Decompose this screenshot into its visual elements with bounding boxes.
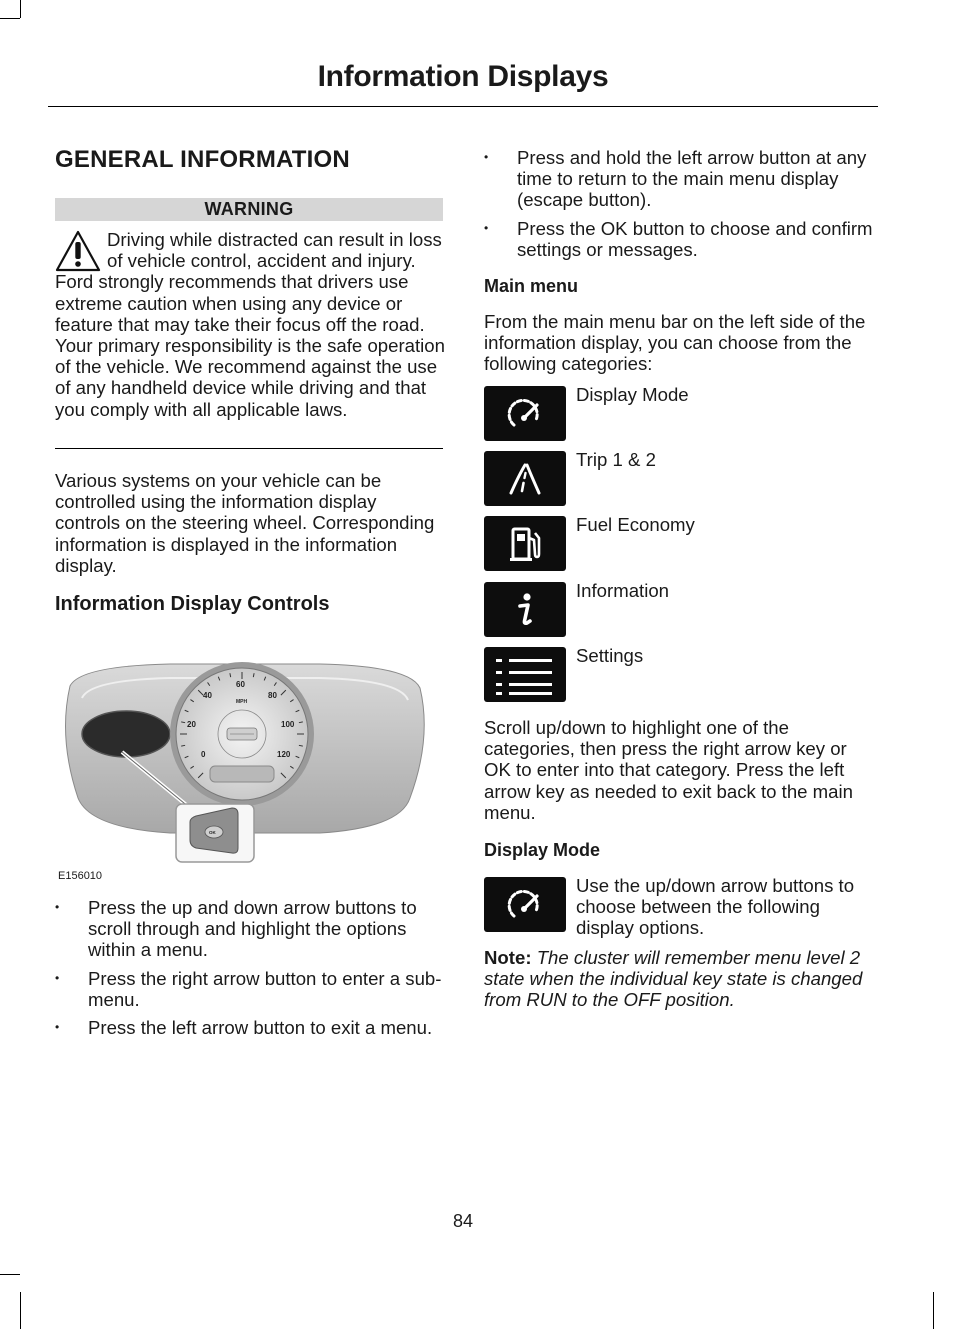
dial-unit: MPH bbox=[236, 699, 248, 705]
crop-mark bbox=[933, 1292, 934, 1329]
scroll-paragraph: Scroll up/down to highlight one of the categories, then press the right arrow key or OK to enter into that category. Press the left arrow key as needed to exit back to the main menu. bbox=[484, 717, 853, 823]
menu-item-trip bbox=[484, 451, 876, 507]
controls-bullet-list bbox=[55, 897, 445, 1045]
controls-bullet-list-continued bbox=[484, 147, 876, 267]
note-block bbox=[484, 947, 879, 1011]
crop-mark bbox=[20, 1292, 21, 1329]
display-mode-row bbox=[484, 875, 876, 939]
dial-tick-label: 80 bbox=[268, 691, 277, 700]
warning-triangle-icon bbox=[55, 230, 101, 272]
gauge-icon bbox=[484, 877, 566, 932]
info-icon bbox=[484, 582, 566, 637]
list-item: • Press the up and down arrow buttons to scroll through and highlight the options within a menu. bbox=[55, 897, 445, 961]
dial-tick-label: 20 bbox=[187, 720, 196, 729]
warning-label: WARNING bbox=[55, 198, 443, 221]
menu-item-display-mode bbox=[484, 386, 876, 442]
note-label: Note: bbox=[484, 947, 532, 968]
menu-item-fuel-economy bbox=[484, 516, 876, 572]
controls-heading: Information Display Controls bbox=[55, 593, 330, 615]
display-mode-text: Use the up/down arrow buttons to choose between the following display options. bbox=[576, 875, 855, 939]
page-title: Information Displays bbox=[317, 60, 609, 93]
menu-item-label: Fuel Economy bbox=[576, 514, 695, 535]
gauge-icon bbox=[484, 386, 566, 441]
note-text: The cluster will remember menu level 2 state when the individual key state is changed from RUN to the OFF position. bbox=[484, 947, 863, 1011]
list-item: • Press the left arrow button to exit a menu. bbox=[55, 1017, 445, 1038]
crop-mark bbox=[0, 1274, 20, 1275]
page-number: 84 bbox=[452, 1211, 474, 1231]
main-menu-heading: Main menu bbox=[484, 276, 579, 296]
ok-button-label: OK bbox=[209, 830, 216, 835]
list-item: • Press the right arrow button to enter a sub-menu. bbox=[55, 968, 445, 1010]
dial-tick-label: 100 bbox=[281, 720, 295, 729]
road-icon bbox=[484, 451, 566, 506]
crop-mark bbox=[20, 0, 21, 18]
dial-tick-label: 0 bbox=[201, 750, 206, 759]
menu-item-information bbox=[484, 582, 876, 638]
menu-item-settings bbox=[484, 647, 876, 703]
main-menu-intro: From the main menu bar on the left side of the information display, you can choose from the following categories: bbox=[484, 311, 866, 375]
list-item: • Press and hold the left arrow button at any time to return to the main menu display (escape button). bbox=[484, 147, 876, 211]
display-mode-heading: Display Mode bbox=[484, 840, 601, 860]
list-icon bbox=[484, 647, 566, 702]
menu-item-label: Display Mode bbox=[576, 384, 689, 405]
warning-text-block bbox=[55, 229, 445, 420]
section-heading: GENERAL INFORMATION bbox=[55, 146, 350, 173]
intro-paragraph: Various systems on your vehicle can be controlled using the information display controls on the steering wheel. Corresponding information is displayed in the information display. bbox=[55, 470, 435, 576]
instrument-cluster-illustration bbox=[60, 648, 430, 868]
list-item: • Press the OK button to choose and confirm settings or messages. bbox=[484, 218, 876, 260]
title-divider bbox=[48, 106, 878, 107]
menu-item-label: Trip 1 & 2 bbox=[576, 449, 656, 470]
figure-code: E156010 bbox=[58, 870, 103, 882]
crop-mark bbox=[0, 18, 20, 19]
menu-item-label: Settings bbox=[576, 645, 644, 666]
warning-divider bbox=[55, 448, 443, 449]
fuel-pump-icon bbox=[484, 516, 566, 571]
menu-item-label: Information bbox=[576, 580, 670, 601]
warning-text: Driving while distracted can result in loss of vehicle control, accident and injury. Ford strongly recommends that drivers use extreme caution when using any device or feature that may take their focus off the road. Your primary responsibility is the safe operation of the vehicle. We recommend against the use of any handheld device while driving and that you comply with all applicable laws. bbox=[55, 229, 445, 420]
dial-tick-label: 60 bbox=[236, 680, 245, 689]
dial-tick-label: 40 bbox=[203, 691, 212, 700]
dial-tick-label: 120 bbox=[277, 750, 291, 759]
